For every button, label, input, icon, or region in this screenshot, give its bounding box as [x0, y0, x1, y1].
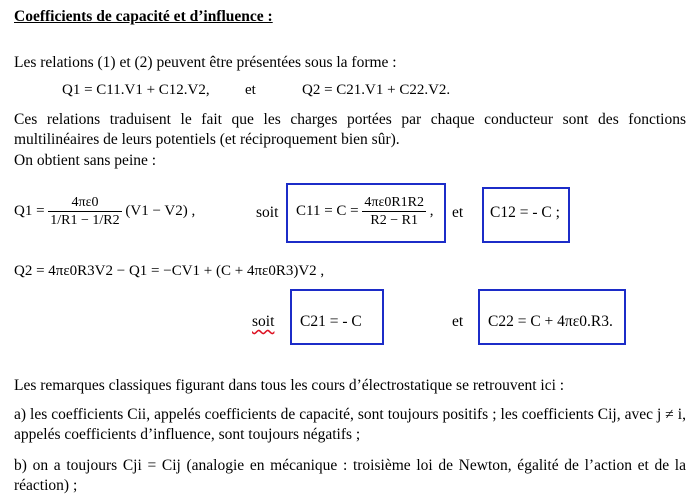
paragraph-relations: Ces relations traduisent le fait que les charges portées par chaque conducteur sont des fonctions multilinéaires de leurs potentiels (et réciproquement bien sûr).: [14, 111, 686, 148]
c11-formula: [296, 194, 434, 229]
c11-lhs: C11 = C =: [296, 202, 359, 219]
et-label-1: et: [452, 204, 464, 221]
q1-rhs: (V1 − V2) ,: [125, 202, 196, 219]
c11-numerator: 4πε0R1R2: [364, 195, 424, 210]
c21-formula: C21 = - C: [300, 313, 362, 330]
intro-text: Les relations (1) et (2) peuvent être présentées sous la forme :: [14, 54, 397, 71]
q1-denominator: 1/R1 − 1/R2: [50, 213, 120, 228]
c22-formula: C22 = C + 4πε0.R3.: [488, 313, 613, 330]
paragraph-obtient: On obtient sans peine :: [14, 152, 157, 169]
soit-label-1: soit: [256, 204, 279, 221]
equation-q1: Q1 = C11.V1 + C12.V2,: [62, 82, 210, 98]
soit-label-2: soit: [252, 313, 275, 330]
equation-et: et: [245, 82, 256, 98]
c11-comma: ,: [429, 202, 434, 219]
q1-fraction: [48, 194, 121, 229]
q2-formula: Q2 = 4πε0R3V2 − Q1 = −CV1 + (C + 4πε0R3)V2 ,: [14, 263, 325, 279]
item-a: a) les coefficients Cii, appelés coefficients de capacité, sont toujours positifs ; les coefficients Cij, avec j ≠ i, appelés coefficients d’influence, sont toujours négatifs ;: [14, 406, 686, 443]
q1-formula: [14, 194, 195, 229]
et-label-2: et: [452, 313, 464, 330]
q1-lhs: Q1 =: [14, 202, 45, 219]
section-title: Coefficients de capacité et d’influence :: [14, 8, 273, 25]
c11-denominator: R2 − R1: [362, 211, 426, 229]
item-b: b) on a toujours Cji = Cij (analogie en mécanique : troisième loi de Newton, égalité de l’action et de la réaction) ;: [14, 457, 686, 494]
paragraph-remarques: Les remarques classiques figurant dans tous les cours d’électrostatique se retrouvent ici :: [14, 377, 565, 394]
c12-formula: C12 = - C ;: [490, 204, 560, 221]
q1-numerator: 4πε0: [71, 195, 99, 210]
c11-fraction: [362, 194, 426, 229]
equation-q2: Q2 = C21.V1 + C22.V2.: [302, 82, 451, 98]
